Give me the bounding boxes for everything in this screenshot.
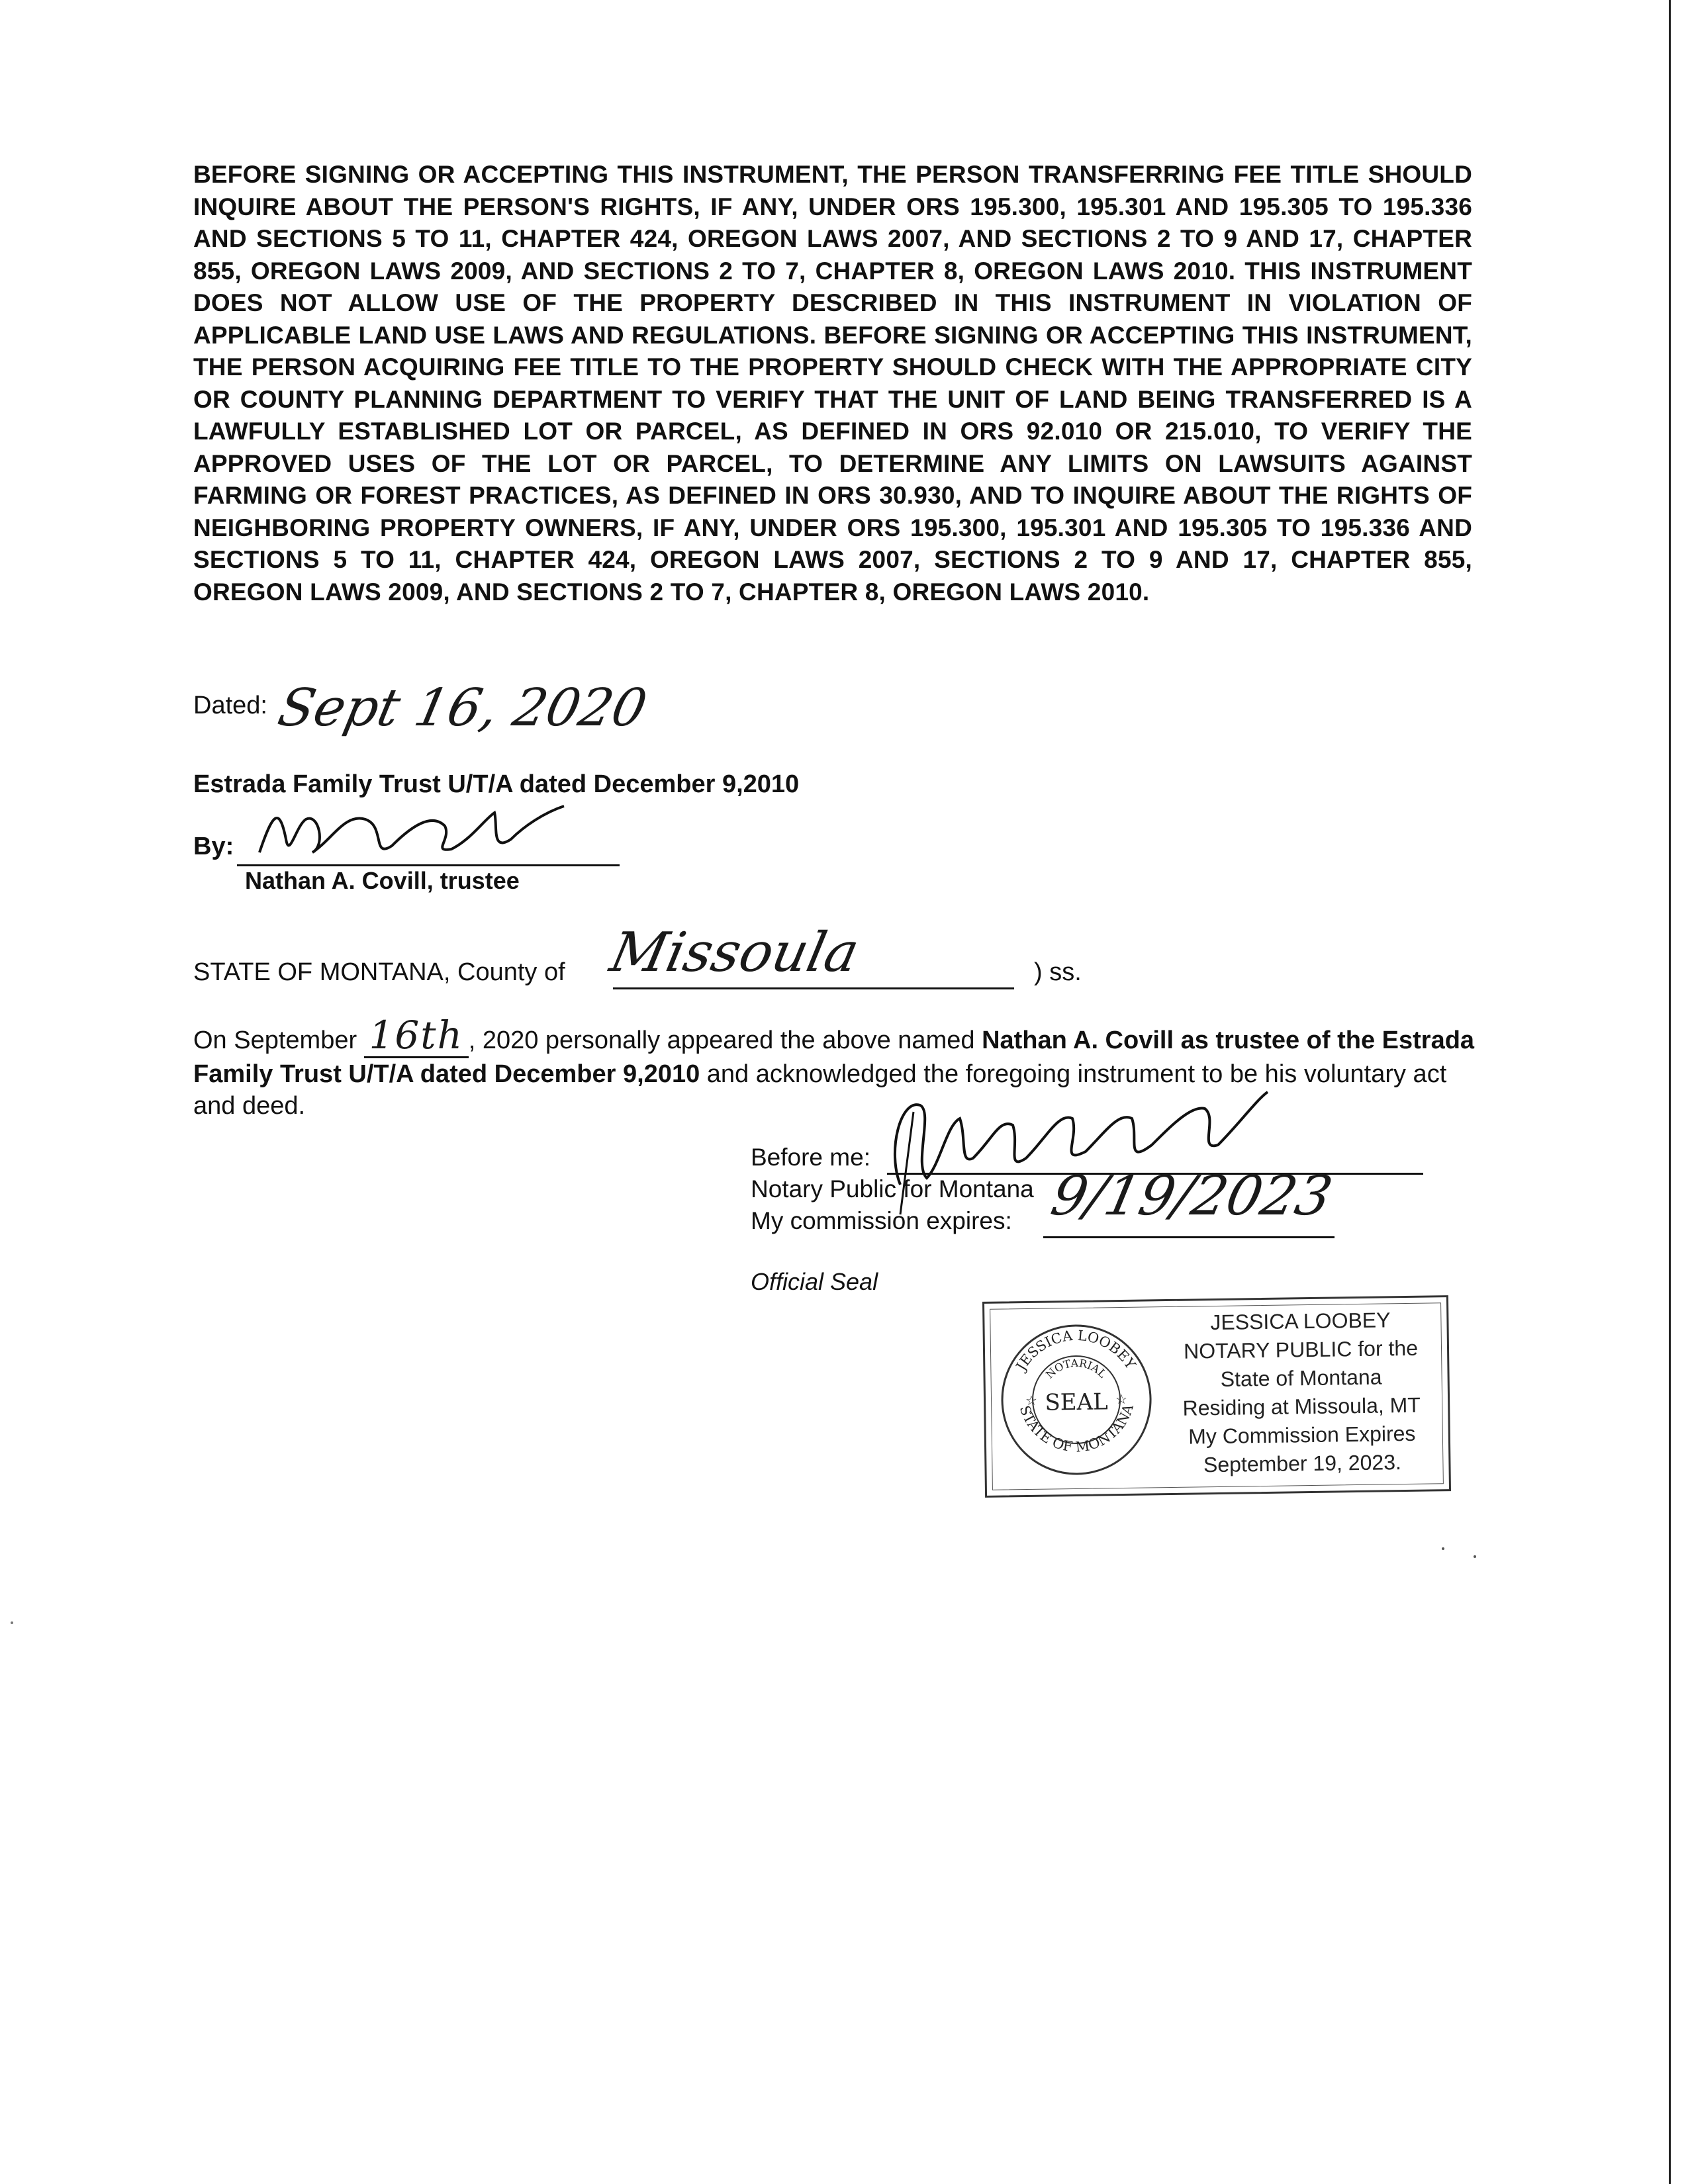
commission-expires-label: My commission expires: (751, 1207, 1012, 1234)
ack-bold-name: Nathan A. Covill as trustee of the Estrada Family Trust U/T/A dated December 9,2010 (193, 1026, 1475, 1088)
seal-ring-bottom-text: STATE OF MONTANA (1016, 1402, 1137, 1455)
stamp-line: NOTARY PUBLIC for the (1183, 1336, 1419, 1363)
handwritten-date: Sept 16, 2020 (273, 678, 652, 738)
before-me-label: Before me: (751, 1144, 870, 1171)
official-seal-label: Official Seal (751, 1268, 878, 1295)
land-use-warning-paragraph: BEFORE SIGNING OR ACCEPTING THIS INSTRUMENT, THE PERSON TRANSFERRING FEE TITLE SHOULD INQUIRE ABOUT THE PERSON'S RIGHTS, IF ANY, UNDER ORS 195.300, 195.301 AND 195.305 TO 195.336 AND SECTIONS 5 TO 11, CHAPTER 424, OREGON LAWS 2007, AND SECTIONS 2 TO 9 AND 17, CHAPTER 855, OREGON LAWS 2009, AND SECTIONS 2 TO 7, CHAPTER 8, OREGON LAWS 2010. THIS INSTRUMENT DOES NOT ALLOW USE OF THE PROPERTY DESCRIBED IN THIS INSTRUMENT IN VIOLATION OF APPLICABLE LAND USE LAWS AND REGULATIONS. BEFORE SIGNING OR ACCEPTING THIS INSTRUMENT, THE PERSON ACQUIRING FEE TITLE TO THE PROPERTY SHOULD CHECK WITH THE APPROPRIATE CITY OR COUNTY PLANNING DEPARTMENT TO VERIFY THAT THE UNIT OF LAND BEING TRANSFERRED IS A LAWFULLY ESTABLISHED LOT OR PARCEL, AS DEFINED IN ORS 92.010 OR 215.010, TO VERIFY THE APPROVED USES OF THE LOT OR PARCEL, TO DETERMINE ANY LIMITS ON LAWSUITS AGAINST FARMING OR FOREST PRACTICES, AS DEFINED IN ORS 30.930, AND TO INQUIRE ABOUT THE RIGHTS OF NEIGHBORING PROPERTY OWNERS, IF ANY, UNDER ORS 195.300, 195.301 AND 195.305 TO 195.336 AND SECTIONS 5 TO 11, CHAPTER 424, OREGON LAWS 2007, SECTIONS 2 TO 9 AND 17, CHAPTER 855, OREGON LAWS 2009, AND SECTIONS 2 TO 7, CHAPTER 8, OREGON LAWS 2010. (193, 161, 1472, 606)
venue-suffix: ) ss. (1034, 958, 1082, 986)
seal-inner-text: NOTARIAL (1043, 1356, 1109, 1381)
stamp-line: September 19, 2023. (1203, 1450, 1402, 1477)
by-label: By: (193, 833, 234, 860)
ack-on-label: On September (193, 1026, 357, 1054)
seal-star-left-icon: ☆ (1025, 1393, 1038, 1409)
stamp-line: JESSICA LOOBEY (1210, 1308, 1391, 1335)
notary-for-label: Notary Public for Montana (751, 1175, 1034, 1203)
seal-center-text: SEAL (1045, 1388, 1109, 1416)
ack-text: , 2020 personally appeared the above named (468, 1026, 982, 1054)
seal-star-right-icon: ☆ (1115, 1392, 1128, 1408)
stamp-line: Residing at Missoula, MT (1182, 1392, 1421, 1420)
handwritten-day: 16th (369, 1013, 463, 1058)
seal-ring-top-text: JESSICA LOOBEY (1013, 1327, 1139, 1374)
stamp-line: State of Montana (1220, 1365, 1382, 1391)
ack-text-end: and acknowledged the foregoing instrument to be his voluntary act and deed. (193, 1060, 1447, 1120)
trust-name: Estrada Family Trust U/T/A dated December 9,2010 (193, 770, 800, 798)
handwritten-commission-date: 9/19/2023 (1045, 1165, 1338, 1228)
venue-prefix: STATE OF MONTANA, County of (193, 958, 565, 986)
dated-label: Dated: (193, 692, 267, 719)
stamp-line: My Commission Expires (1188, 1421, 1416, 1449)
handwritten-county: Missoula (604, 921, 865, 984)
trustee-name: Nathan A. Covill, trustee (245, 867, 520, 894)
